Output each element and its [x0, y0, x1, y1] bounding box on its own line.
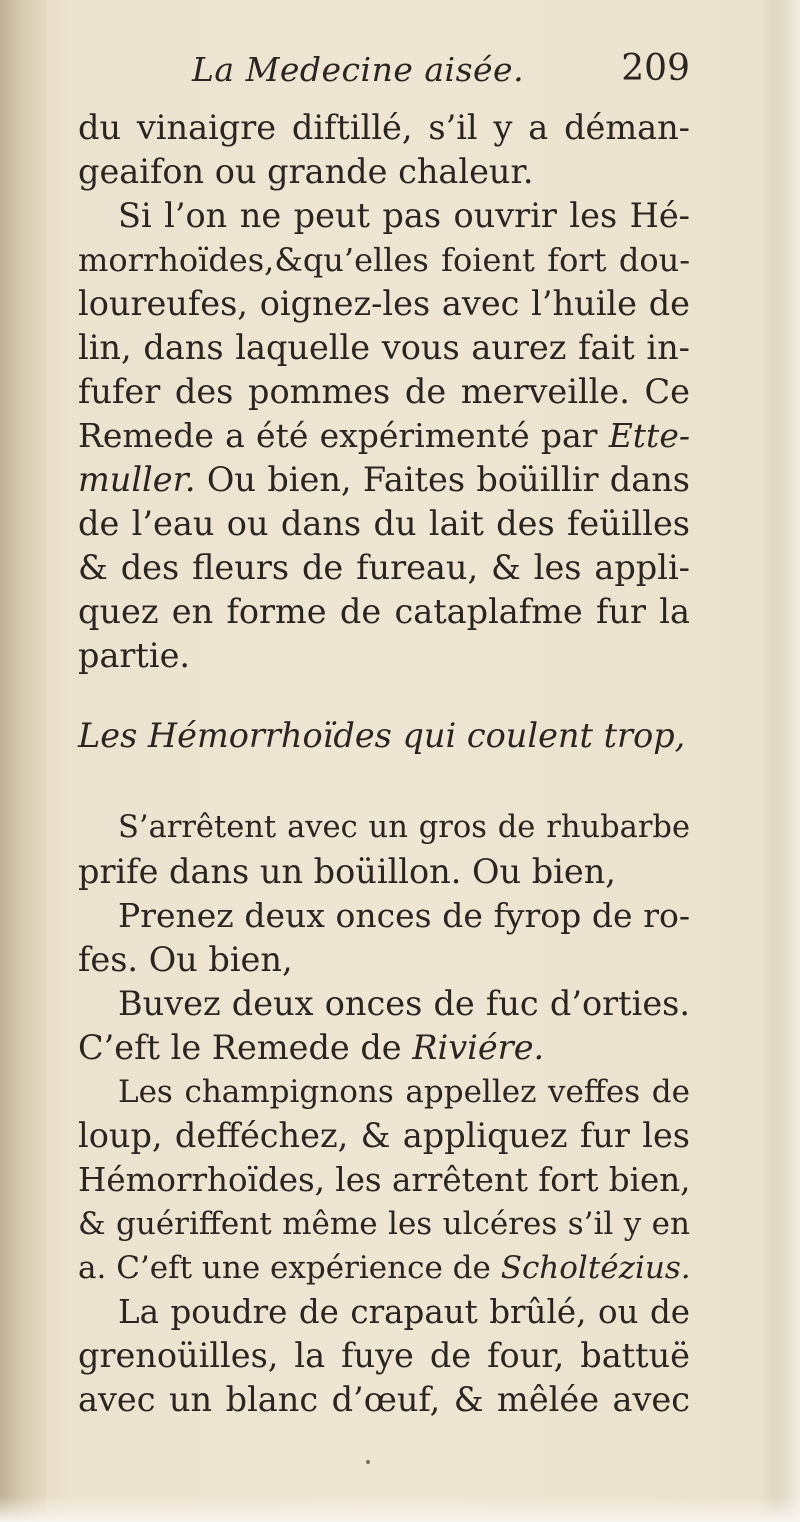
paper-speck: [366, 1460, 370, 1464]
text-line: prife dans un boüillon. Ou bien,: [78, 852, 616, 891]
text-line: avec un blanc d’œuf, & mêlée avec: [78, 1380, 690, 1419]
text-line: lin, dans laquelle vous aurez fait in-: [78, 328, 690, 367]
text-line: fufer des pommes de merveille. Ce: [78, 372, 690, 411]
text-line: partie.: [78, 636, 191, 675]
text-line: morrhoïdes,&qu’elles foient fort dou-: [78, 241, 690, 279]
page-number: 209: [621, 48, 690, 89]
text-line: Si l’on ne peut pas ouvrir les Hé-: [118, 196, 690, 235]
text-line: Les champignons appellez veffes de: [118, 1074, 690, 1110]
text-line: quez en forme de cataplafme fur la: [78, 592, 690, 631]
text-line: loureufes, oignez-les avec l’huile de: [78, 284, 690, 323]
text-line: loup, defféchez, & appliquez fur les: [78, 1116, 690, 1155]
running-head: [192, 44, 690, 100]
running-title: La Medecine aisée.: [192, 50, 525, 89]
page-edge-right: [774, 0, 800, 1522]
text-line: muller. Ou bien, Faites boüillir dans: [78, 460, 690, 499]
text-line: Hémorrhoïdes, les arrêtent fort bien,: [78, 1161, 691, 1199]
text-line: grenoüilles, la fuye de four, battuë: [78, 1336, 690, 1375]
text-line: fes. Ou bien,: [78, 940, 293, 979]
text-line: Remede a été expérimenté par Ette-: [78, 416, 690, 455]
text-line: C’eft le Remede de Riviére.: [78, 1028, 545, 1067]
text-line: & guériffent même les ulcéres s’il y en: [78, 1206, 690, 1242]
text-line: & des fleurs de fureau, & les appli-: [78, 548, 690, 587]
text-line: a. C’eft une expérience de Scholtézius.: [78, 1250, 691, 1286]
text-line: geaifon ou grande chaleur.: [78, 152, 534, 191]
section-heading: Les Hémorrhoïdes qui coulent trop,: [78, 716, 686, 755]
text-line: S’arrêtent avec un gros de rhubarbe: [118, 810, 690, 845]
text-line: de l’eau ou dans du lait des feüilles: [78, 504, 690, 543]
text-line: du vinaigre diftillé, s’il y a déman-: [78, 108, 690, 147]
text-line: Buvez deux onces de fuc d’orties.: [118, 984, 690, 1023]
text-line: Prenez deux onces de fyrop de ro-: [118, 896, 690, 935]
page-edge-bottom: [0, 1496, 800, 1522]
text-line: La poudre de crapaut brûlé, ou de: [118, 1293, 690, 1331]
page-gutter: [0, 0, 46, 1522]
